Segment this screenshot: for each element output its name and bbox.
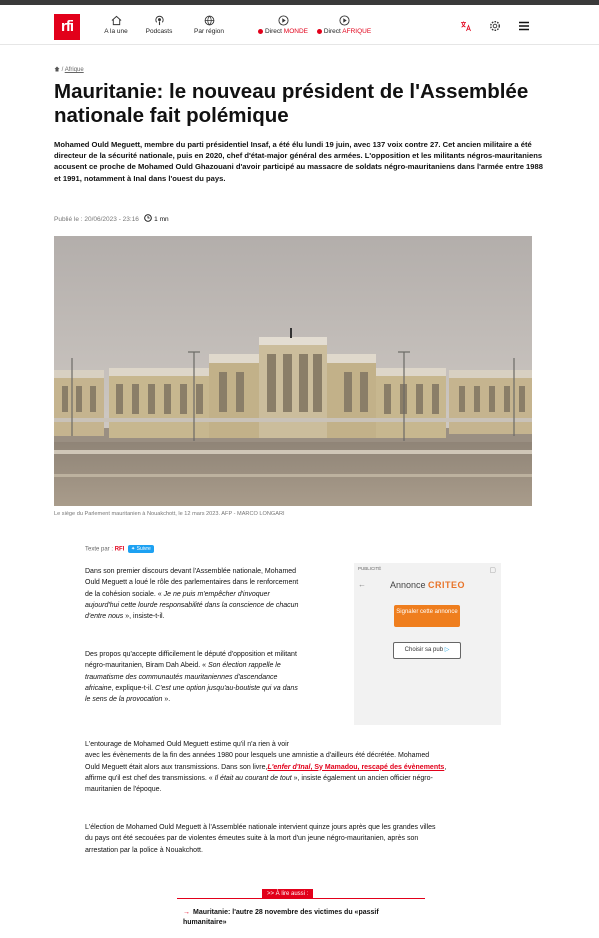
nav-label: A la une	[104, 28, 128, 35]
quote: d'entre nous	[85, 613, 124, 621]
ad-label: PUBLICITÉ	[358, 566, 382, 571]
ad-close-icon[interactable]: ▢	[489, 567, 496, 574]
text: Ould Meguett a loué le rôle des parlementaires dans le renforcement	[85, 579, 299, 587]
twitter-follow-button[interactable]	[128, 545, 154, 553]
live-prefix: Direct	[323, 28, 341, 35]
text: du pays ont été secouées par de violentes émeutes suite à la mort d'un jeune négro-mauritanien, après son	[85, 835, 419, 843]
menu-icon[interactable]	[518, 20, 530, 32]
rfi-logo[interactable]: rfi	[54, 14, 80, 40]
article-photo	[54, 236, 532, 506]
ad-title	[354, 580, 501, 590]
quote: traumatisme des communautés mauritaniennes d'ascendance	[85, 673, 278, 681]
ad-title-text: Annonce	[389, 580, 426, 590]
gear-icon[interactable]	[489, 20, 501, 32]
nav-item-home[interactable]	[99, 15, 133, 35]
live-suffix: AFRIQUE	[342, 28, 372, 35]
quote: Je ne puis m'empêcher d'invoquer	[163, 590, 270, 598]
adchoices-icon: ▷	[444, 647, 450, 653]
text: Des propos qu'accepte difficilement le député d'opposition et militant	[85, 651, 297, 658]
paragraph-1	[85, 566, 347, 622]
quote: C'est une option jusqu'au-boutiste qui va dans	[155, 684, 298, 692]
parliament-image	[54, 236, 532, 506]
arrow-right-icon: →	[183, 909, 190, 916]
ad-panel	[354, 563, 501, 725]
report-ad-button[interactable]: Signaler cette annonce	[394, 605, 460, 627]
back-arrow-icon[interactable]: ←	[358, 580, 366, 589]
quote: Son élection rappelle le	[207, 662, 281, 670]
breadcrumb-separator: /	[61, 67, 64, 73]
choose-ad-button[interactable]	[393, 642, 461, 659]
site-header	[0, 5, 599, 45]
book-link[interactable]	[267, 763, 447, 771]
photo-caption: Le siège du Parlement mauritanien à Nouakchott, le 12 mars 2023. AFP - MARCO LONGARI	[54, 511, 285, 517]
read-more-title: Mauritanie: l'autre 28 novembre des victimes du «passif humanitaire»	[183, 909, 379, 926]
clock-icon	[144, 214, 152, 222]
play-icon	[278, 15, 289, 26]
quote: africaine	[85, 684, 112, 692]
live-afrique-button[interactable]	[315, 15, 373, 35]
text: négro-mauritanien, Biram Dah Abeid. «	[85, 662, 208, 670]
article-lead: Mohamed Ould Meguett, membre du parti présidentiel Insaf, a été élu lundi 19 juin, avec 137 voix contre 27. Cet ancien militaire a été directeur de la sécurité nationale, puis en 2020, chef d'état-major général des armées. L'opposition et les militants négros-mauritaniens accusent ce proche de Mohamed Ould Ghazouani d'avoir participé au massacre de soldats négro-mauritaniens dans l'armée entre 1988 et 1991, notamment à Inal dans l'ouest du pays.	[54, 140, 543, 183]
text: Dans son premier discours devant l'Assemblée nationale, Mohamed	[85, 568, 297, 575]
nav-label: Podcasts	[145, 28, 173, 35]
live-dot	[317, 29, 322, 34]
text: mauritanien de l'époque.	[85, 786, 162, 794]
text: arrestation par la police à Nouakchott.	[85, 846, 203, 854]
text: », insiste également un ancien officier négro-	[291, 774, 433, 782]
text: ».	[162, 696, 171, 704]
page-title: Mauritanie: le nouveau président de l'Assemblée nationale fait polémique	[54, 80, 529, 127]
link-text: L'enfer d'Inal	[267, 763, 311, 771]
text: avec les évènements de la fin des années 1980 pour lesquels une amnistie a d'ailleurs été décrétée. Mohamed	[85, 752, 430, 760]
quote: le sens de la provocation	[85, 696, 163, 704]
text: , explique-t-il.	[111, 684, 156, 692]
live-suffix: MONDE	[283, 28, 308, 35]
author-name[interactable]: RFI	[114, 546, 125, 553]
live-dot	[258, 29, 263, 34]
follow-label: Suivre	[136, 546, 151, 552]
quote: Il était au courant de tout	[214, 774, 292, 782]
author-line	[85, 545, 154, 553]
published-date: Publié le : 20/06/2023 - 23:16	[54, 216, 139, 223]
podcast-icon	[154, 15, 165, 26]
text: », insiste-t-il.	[123, 613, 165, 621]
criteo-logo: CRITEO	[428, 580, 466, 590]
play-icon	[339, 15, 350, 26]
author-prefix: Texte par :	[85, 546, 114, 553]
breadcrumb	[54, 66, 84, 73]
live-prefix: Direct	[265, 28, 282, 35]
read-time: 1 mn	[154, 216, 169, 223]
read-more-tag: >> À lire aussi :	[262, 889, 313, 899]
link-text: , Sy Mamadou, rescapé des évènements	[310, 763, 445, 771]
nav-label: Par région	[194, 28, 224, 35]
text: ,	[444, 763, 447, 771]
paragraph-3	[85, 739, 525, 795]
home-icon[interactable]	[54, 66, 60, 72]
read-more-link[interactable]	[183, 908, 423, 928]
read-more-divider	[177, 898, 425, 899]
text: de la cohésion sociale. «	[85, 590, 164, 598]
paragraph-2	[85, 649, 347, 705]
text: affirme qu'il est chef des transmissions. «	[85, 774, 215, 782]
text: Ould Meguett était alors aux transmissions. Dans son livre,	[85, 763, 268, 771]
nav-item-regions[interactable]	[190, 15, 228, 35]
paragraph-4	[85, 822, 525, 856]
text: L'entourage de Mohamed Ould Meguett estime qu'il n'a rien à voir	[85, 741, 290, 748]
text: L'élection de Mohamed Ould Meguett à l'Assemblée nationale intervient quinze jours après que les grandes villes	[85, 824, 436, 831]
live-monde-button[interactable]	[255, 15, 311, 35]
globe-icon	[204, 15, 215, 26]
article-meta	[54, 214, 169, 223]
nav-item-podcasts[interactable]	[141, 15, 177, 35]
quote: aujourd'hui cette lourde responsabilité dans la conscience de chacun	[85, 601, 299, 609]
choose-ad-label: Choisir sa pub	[404, 647, 444, 653]
translate-icon[interactable]	[460, 20, 472, 32]
twitter-bird-icon: ✦	[131, 546, 136, 552]
breadcrumb-section-link[interactable]: Afrique	[64, 67, 84, 73]
home-icon	[111, 15, 122, 26]
